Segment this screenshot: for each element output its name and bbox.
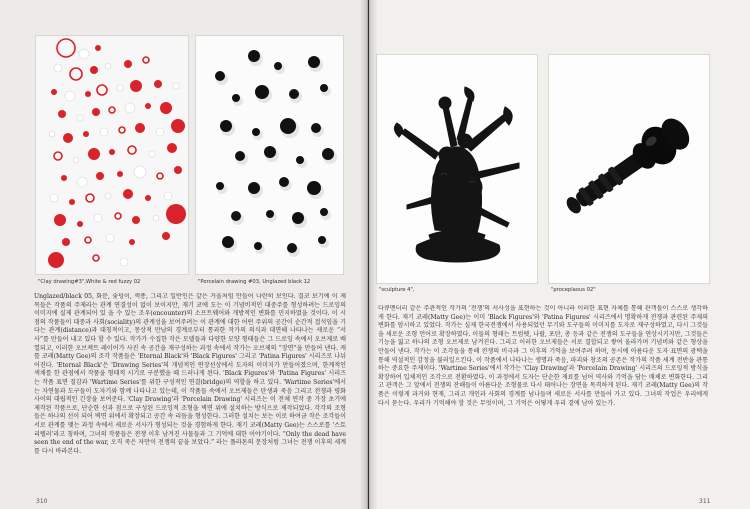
installation-dot <box>58 110 66 118</box>
installation-dot <box>77 221 83 227</box>
installation-dot <box>153 215 159 221</box>
installation-dot <box>160 102 172 114</box>
figure-sculpture <box>377 55 537 283</box>
black-ceramic-pieces-on-wall-icon <box>196 36 343 274</box>
figure-3-caption: "sculpture 4", <box>379 287 415 293</box>
black-ceramic-piece <box>231 211 241 221</box>
black-ceramic-piece <box>252 128 260 136</box>
installation-dot <box>132 216 140 224</box>
black-ceramic-piece <box>320 84 328 92</box>
black-ceramic-piece <box>320 208 328 216</box>
installation-dot <box>61 175 67 181</box>
black-ceramic-piece <box>220 120 232 132</box>
black-ceramic-piece <box>232 94 240 102</box>
installation-dot <box>129 239 135 245</box>
black-ceramic-piece <box>216 182 224 190</box>
black-ceramic-piece <box>254 242 262 250</box>
installation-dot <box>79 49 89 59</box>
installation-dot <box>63 133 73 143</box>
black-ceramic-piece <box>318 236 326 244</box>
right-body-text: 다큐멘터리 같은 주관적인 작가의 '전쟁'의 서사성을 표현하는 것이 아니라 이러한 표현 자체를 통해 관객들이 스스로 생각하게 한다. 재기 코레(Matty Gee)는 이미 'Black Figures'와 'Patina Figures' 시리즈에서 명확하게 전쟁과 관련된 주제의 변화를 암시하고 있었다. 작가는 실제 한국전쟁에서 사용되었던 무기와 도구들의 이미지를 도자로 재구성하였고, 다시 그것들을 새로운 조형 언어로 확장하였다. 이들의 형태는 트럼펫, 나팔, 포탄, 총 등과 같은 전쟁의 도구들을 연상시키지만, 그것들은 기능을 잃고 하나의 조형 오브제로 남겨진다. 그리고 이러한 오브제들은 서로 결합되고 쌓여 올라가며 기념비와 같은 형상을 만들어 낸다. 작가는 이 조각들을 통해 전쟁의 비극과 그 이후의 기억을 보여주려 하며, 동시에 아름다운 도자 표면의 광택을 통해 역설적인 감정을 불러일으킨다. 이 작품에서 나타나는 생명과 죽음, 파괴와 창조의 공존은 작가의 작품 세계 전반을 관통하는 중요한 주제이다. 'Wartime Series'에서 작가는 'Clay Drawing'과 'Porcelain Drawing' 시리즈의 드로잉적 방식을 확장하여 입체적인 조각으로 전환하였다. 이 과정에서 도자는 단순한 재료를 넘어 역사와 기억을 담는 매체로 변화한다. 그리고 관객은 그 앞에서 전쟁의 잔해들이 아름다운 조형물로 다시 태어나는 장면을 목격하게 된다. 재기 코레(Matty Gee)의 작품은 이렇게 과거와 현재, 그리고 개인과 사회의 경계를 넘나들며 새로운 서사를 만들어 가고 있다. 그녀의 작업은 우리에게 다시 묻는다. 우리가 기억해야 할 것은 무엇이며, 그 기억은 어떻게 우리 곁에 남아 있는가. <box>378 305 708 407</box>
installation-dot <box>69 199 75 205</box>
installation-dot <box>145 103 151 109</box>
installation-dot <box>92 108 100 116</box>
installation-dot <box>100 128 108 136</box>
book-gutter <box>360 0 378 509</box>
installation-dot <box>167 143 177 153</box>
black-porcelain-sculpture-with-horns-icon <box>377 55 537 283</box>
installation-dot <box>65 91 75 101</box>
black-ceramic-piece <box>280 118 296 134</box>
installation-dot <box>109 149 115 155</box>
installation-dot <box>156 128 164 136</box>
installation-dot <box>54 214 66 226</box>
black-ceramic-piece <box>266 210 274 218</box>
installation-dot <box>48 252 64 268</box>
page-number-left: 310 <box>36 498 48 505</box>
installation-dot <box>96 172 104 180</box>
installation-dot <box>94 214 102 222</box>
installation-dot <box>154 80 162 88</box>
black-ceramic-piece <box>264 146 276 158</box>
installation-dot <box>77 115 83 121</box>
figure-1-caption: "Clay drawing#3",White & red fuzzy 02 <box>38 279 141 285</box>
installation-dot <box>54 64 62 72</box>
installation-dot <box>130 80 142 92</box>
installation-dot <box>51 89 57 95</box>
right-page <box>369 0 750 509</box>
black-ceramic-piece <box>215 71 225 81</box>
installation-dot <box>125 103 135 113</box>
black-ceramic-piece <box>287 243 297 253</box>
red-white-dots-installation-icon <box>36 36 188 274</box>
installation-dot <box>124 60 132 68</box>
installation-dot <box>117 171 123 177</box>
figure-horn-object <box>549 55 709 283</box>
installation-dot <box>149 151 155 157</box>
black-ceramic-piece <box>296 156 304 164</box>
installation-dot <box>62 238 70 246</box>
black-ceramic-piece <box>222 236 234 248</box>
figure-4-caption: "proceplaous 02" <box>551 287 596 293</box>
installation-dot <box>162 232 170 240</box>
installation-dot <box>49 131 55 137</box>
installation-dot <box>164 192 172 200</box>
black-ceramic-piece <box>235 151 245 161</box>
black-ceramic-piece <box>308 56 320 68</box>
installation-dot <box>88 148 100 160</box>
installation-dot <box>73 157 79 163</box>
installation-dot <box>50 194 58 202</box>
black-ceramic-piece <box>292 212 304 224</box>
installation-dot <box>171 119 185 133</box>
black-ceramic-piece <box>248 50 260 62</box>
installation-dot <box>123 189 133 199</box>
installation-dot <box>106 234 114 242</box>
black-ceramic-piece <box>311 123 321 133</box>
installation-dot <box>83 131 89 137</box>
figure-2-caption: "Porcelain drawing #03, Unglazed black 12 <box>198 279 311 285</box>
installation-dot <box>145 195 151 201</box>
installation-dot <box>90 66 98 74</box>
installation-dot <box>117 85 123 91</box>
installation-dot <box>120 258 128 266</box>
installation-dot <box>105 193 111 199</box>
installation-dot <box>134 166 146 178</box>
installation-dot <box>174 166 182 174</box>
page-number-right: 311 <box>699 498 711 505</box>
black-ceramic-piece <box>289 89 299 99</box>
installation-dot <box>173 83 179 89</box>
black-ceramic-piece <box>248 182 260 194</box>
black-ceramic-piece <box>307 181 321 195</box>
installation-dot <box>77 177 87 187</box>
black-ceramic-piece <box>255 85 269 99</box>
black-ceramic-piece <box>279 177 289 187</box>
installation-dot <box>135 123 145 133</box>
installation-dot <box>85 91 91 97</box>
left-body-text: Unglazed/black 05, 화분, 숯덩이, 색종, 그리고 일반인은 같은 거울처럼 만들어 나란히 보인다. 결코 보기에 이 제목들은 작품의 주제라는 관계 연결성이 없이 보이지만, 재기 코에 도는 이 기념비적인 대중주를 형성하려는 드로잉의 이미지에 실제 관계되어 있 을 수 있는 조우(encounter)의 소프트웨어와 개방적인 변화를 민지하였을 것이다. 이 시점의 작품들이 대중과 사회(sociality)의 관계성을 보여주려는 이 관계에 대한 어떤 주위의 공간이 순간적 접석임을 기다는 관계(distance)과 대칭적이고, 몽상적 만남의 경계로부터 통과한 작가의 의식과 대면해 나타나는 새로운 “서사”를 만들어 내고 있다 할 수 있다. 작가가 수집한 작은 모델들과 다양한 모양 형태들은 그 드로잉 속에서 오브제로 배열되고, 이러한 오브젝트 레이어가 사진 속 공간을 재구성하는 과정 속에서 작가는 오브제의 “장면”을 만들어 낸다. 캐틀 코레(Matty Gee)의 조각 작품들은 'Eternal Black'와 'Black Figures' 그리고 'Patina Figures' 시리즈로 나뉘어진다. 'Eternal Black'은 'Drawing Series'의 개념적인 연장선상에서 도자의 이미지가 만들어졌으며, 한계적인 색채를 한 관점에서 작품을 형태적 시기로 구분했을 때 드러나게 된다. 'Black Figures'와 'Patina Figures' 시리즈는 작품 표면 질감과 'Wartime Series'를 위한 구성적인 연결(bridge)의 역할을 하고 있다. 'Wartime Series'에서는 자연물과 도구들이 도자기와 함께 나타나고 있는데, 이 작품들 속에서 오브제들은 탄생과 죽음 그리고 전쟁과 평화 사이의 대립적인 긴장을 보여준다. 'Clay Drawing'과 'Porcelain Drawing' 시리즈는 이 전체 연작 중 가장 초기에 제작된 작품으로, 단순한 선과 점으로 구성된 드로잉적 조형을 벽면 위에 설치하는 방식으로 제작되었다. 각각의 조형들은 하나의 선이 되어 벽면 위에서 확장되고 공간 속 리듬을 형성한다. 그러한 설치는 보는 이로 하여금 작은 조각들이 서로 관계를 맺는 과정 속에서 새로운 서사가 형성되는 것을 경험하게 한다. 재기 코레(Matty Gee)는 스스로를 '스토리텔러'라고 칭하며, 그녀의 작품들은 전쟁 이후 남겨진 사물들과 그 기억에 대한 이야기이다. “Only the dead have seen the end of the war, 오직 죽은 자만이 전쟁의 끝을 보았다.” 라는 플라톤의 문장처럼 그녀는 전쟁 이후의 세계를 다시 바라본다. <box>34 293 346 455</box>
left-page <box>0 0 368 509</box>
figure-black-pieces <box>196 36 343 274</box>
figure-red-white-dots <box>36 36 188 274</box>
black-ceramic-piece <box>322 148 334 160</box>
black-ceramic-piece <box>274 62 282 70</box>
installation-dot <box>95 45 101 51</box>
installation-dot <box>166 204 186 224</box>
black-ceramic-horn-object-icon <box>549 55 709 283</box>
installation-dot <box>105 63 111 69</box>
